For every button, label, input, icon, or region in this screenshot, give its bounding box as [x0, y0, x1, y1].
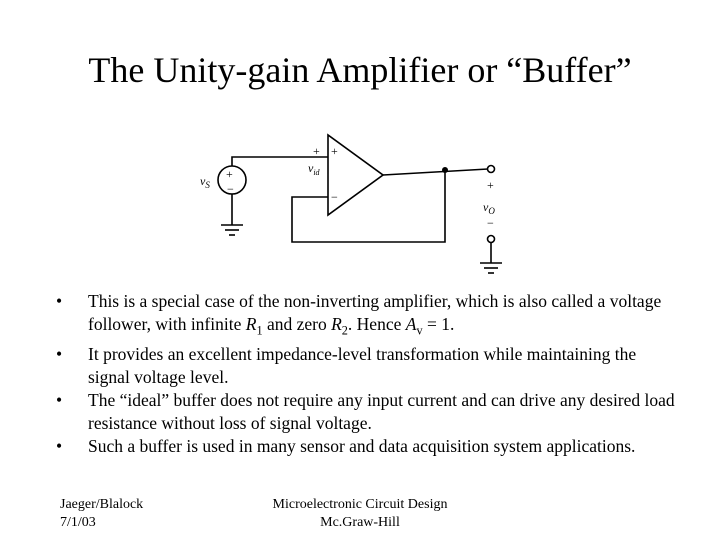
buffer-circuit-diagram: [190, 125, 520, 285]
bullet-text: R: [331, 314, 342, 334]
footer-date: 7/1/03: [60, 515, 96, 530]
bullet-text: Such a buffer is used in many sensor and data acquisition system applications.: [88, 435, 636, 456]
footer-book-publisher: [250, 496, 470, 532]
input-minus-sign: −: [331, 190, 338, 204]
bullet-text: A: [405, 314, 417, 334]
opamp-plus-sign: +: [313, 144, 320, 158]
source-minus-sign: −: [227, 182, 234, 196]
source-label: $v_S$: [200, 174, 210, 190]
vid-label: $v_{id}$: [308, 161, 320, 177]
bullet-item: [56, 290, 676, 343]
output-minus-sign: −: [487, 216, 494, 230]
output-label: $v_O$: [483, 200, 495, 216]
bullet-text: This is a special case of the non-inverting amplifier, which is also called a voltage follower, with infinite: [88, 291, 662, 334]
slide-title: The Unity-gain Amplifier or “Buffer”: [88, 50, 632, 90]
bullet-text: R: [245, 314, 257, 334]
bullet-dot: •: [56, 343, 63, 364]
bullet-text: 1: [256, 323, 263, 338]
footer-author-date: [60, 496, 143, 532]
source-plus-sign: +: [226, 167, 233, 181]
footer-publisher: Mc.Graw-Hill: [320, 515, 400, 530]
bullet-text: . Hence: [347, 314, 406, 334]
bullet-text: 2: [341, 323, 348, 338]
bullet-item: [56, 343, 676, 389]
opamp-minus-sign: −: [314, 190, 321, 204]
bullet-text: and zero: [262, 314, 332, 334]
input-plus-sign: +: [331, 144, 338, 158]
bullet-dot: •: [56, 435, 63, 456]
bullet-text: v: [416, 323, 423, 338]
bullet-text: = 1.: [422, 314, 455, 334]
bullet-list: [56, 290, 676, 458]
bullet-dot: •: [56, 291, 63, 311]
bullet-dot: •: [56, 389, 63, 410]
bullet-item: [56, 389, 676, 435]
footer-book-title: Microelectronic Circuit Design: [272, 497, 448, 512]
output-plus-sign: +: [487, 178, 494, 192]
bullet-item: [56, 435, 676, 458]
bullet-text: The “ideal” buffer does not require any input current and can drive any desired load resistance without loss of signal voltage.: [88, 389, 675, 433]
bullet-text: It provides an excellent impedance-level transformation while maintaining the signal voltage level.: [88, 343, 637, 387]
footer-authors: Jaeger/Blalock: [60, 497, 144, 512]
